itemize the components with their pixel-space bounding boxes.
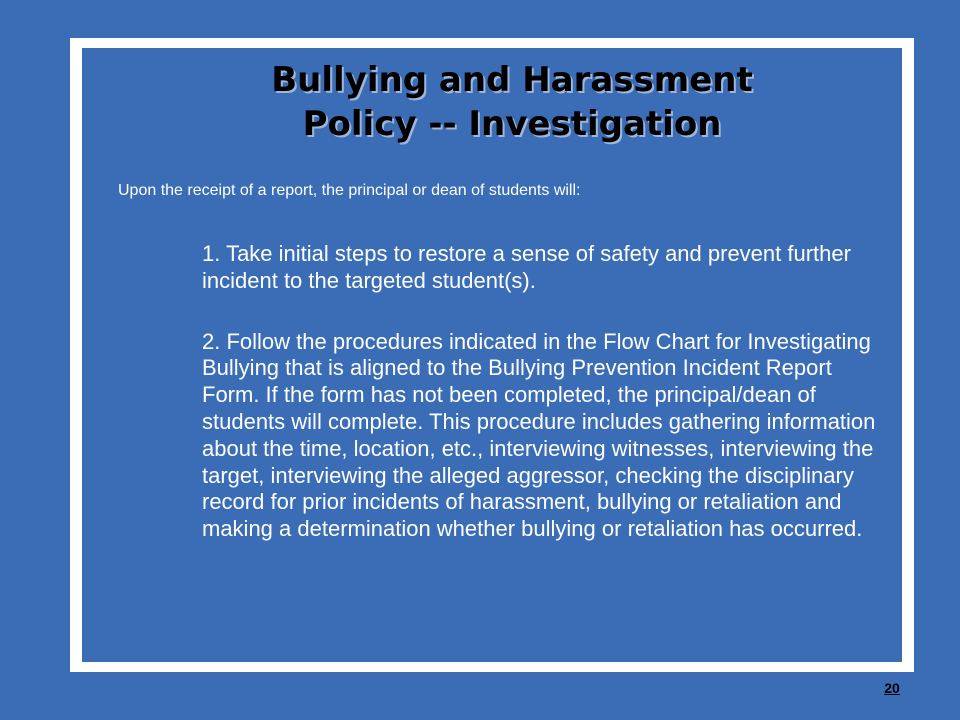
procedure-item-1: 1. Take initial steps to restore a sense of safety and prevent further incident to the targeted student(s). [202, 241, 851, 293]
procedure-list [202, 241, 892, 577]
intro-text: Upon the receipt of a report, the principal or dean of students will: [118, 182, 581, 199]
slide-title-line-2: Policy -- Investigation [302, 104, 722, 144]
slide-title [82, 58, 942, 146]
page-number: 20 [884, 680, 900, 696]
procedure-item-2: 2. Follow the procedures indicated in the Flow Chart for Investigating Bullying that is aligned to the Bullying Prevention Incident Report Form. If the form has not been completed, the principal/dean of students will complete. This procedure includes gathering information about the time, location, etc., interviewing witnesses, interviewing the target, interviewing the alleged aggressor, checking the disciplinary record for prior incidents of harassment, bullying or retaliation and making a determination whether bullying or retaliation has occurred. [202, 328, 876, 542]
slide-title-line-1: Bullying and Harassment [271, 60, 753, 100]
